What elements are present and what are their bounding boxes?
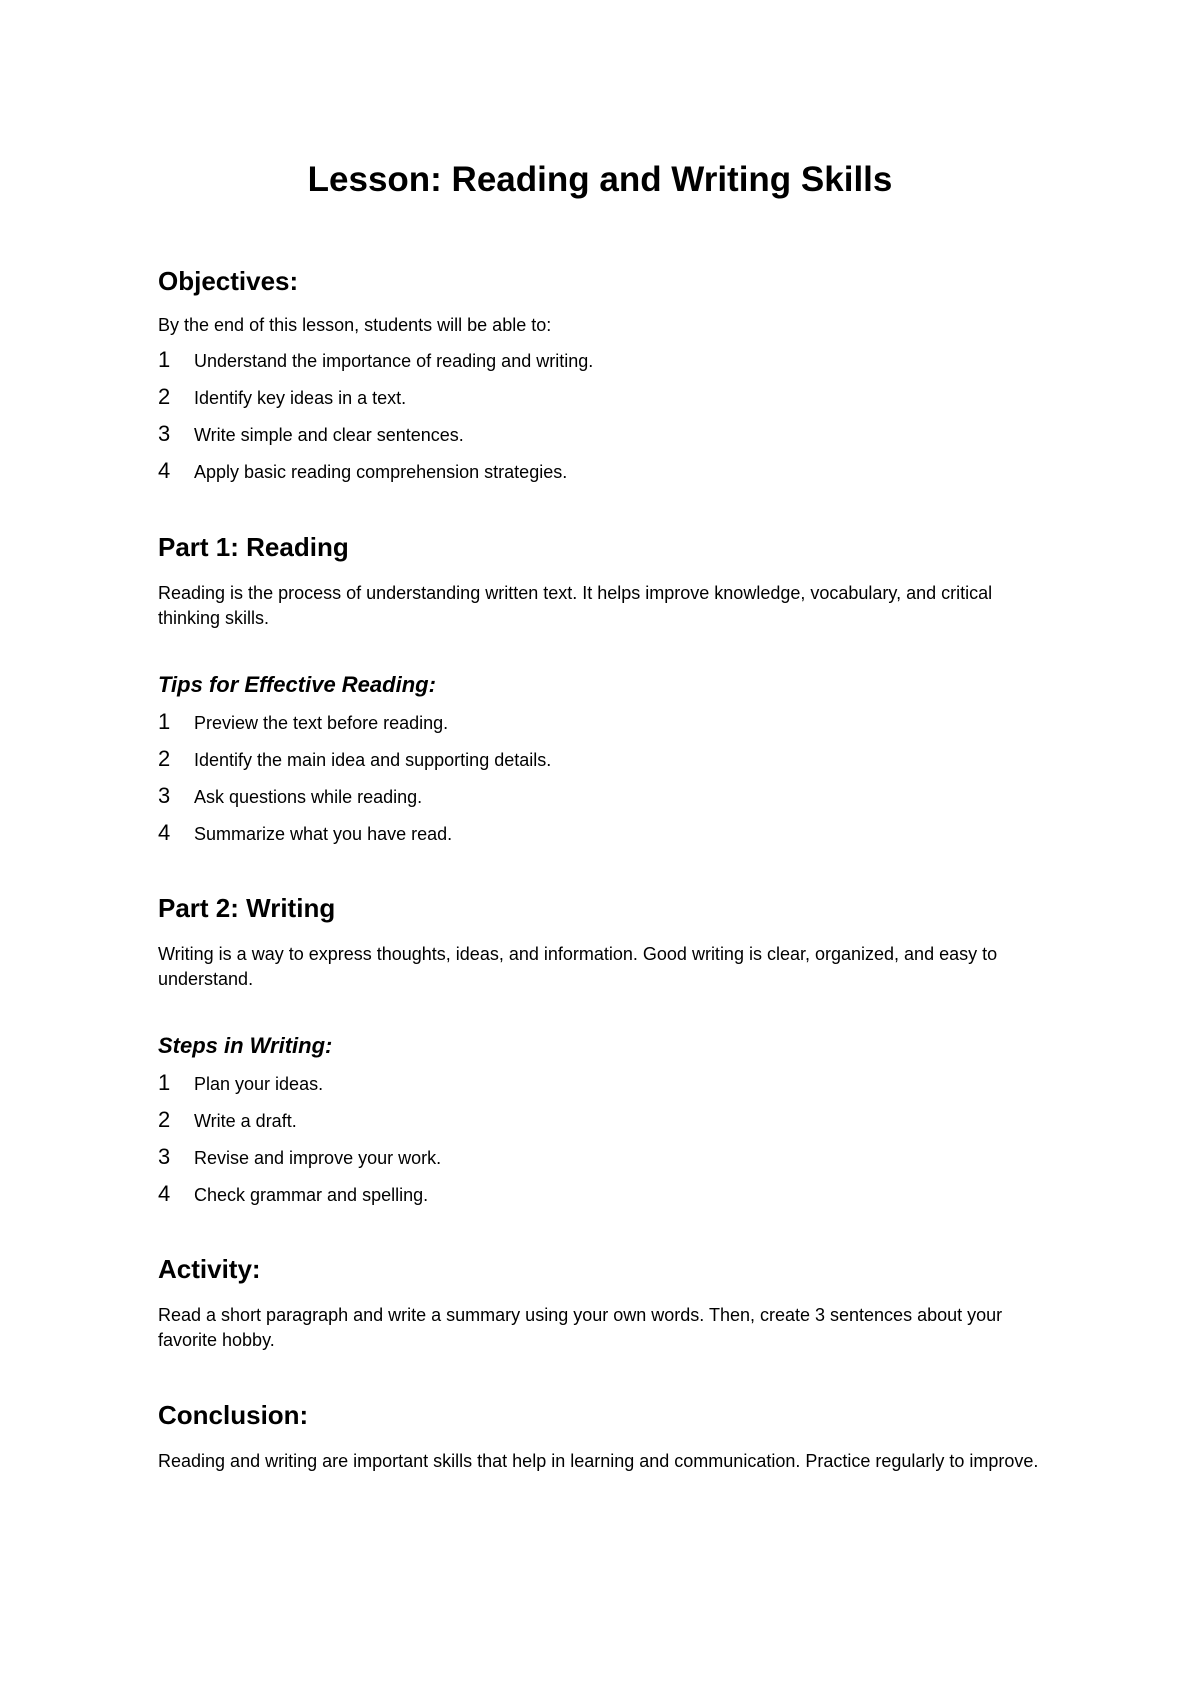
item-text: Write simple and clear sentences.: [194, 425, 464, 445]
item-number: 2: [158, 1107, 171, 1132]
item-text: Check grammar and spelling.: [194, 1185, 429, 1205]
item-number: 1: [158, 709, 171, 734]
writing-steps-list: [158, 1069, 441, 1217]
reading-tips-list: [158, 708, 551, 856]
item-number: 4: [158, 1181, 171, 1206]
list-item: [158, 1069, 441, 1106]
list-item: [158, 383, 593, 420]
item-number: 3: [158, 1144, 171, 1169]
list-item: [158, 819, 551, 856]
objectives-heading: Objectives:: [158, 266, 299, 296]
item-text: Write a draft.: [194, 1111, 297, 1131]
item-text: Preview the text before reading.: [194, 713, 449, 733]
item-text: Summarize what you have read.: [194, 824, 453, 844]
item-text: Understand the importance of reading and writing.: [194, 351, 594, 371]
writing-steps-heading: Steps in Writing:: [158, 1033, 333, 1058]
item-number: 3: [158, 421, 171, 446]
conclusion-paragraph: Reading and writing are important skills that help in learning and communication. Practice regularly to improve.: [158, 1451, 1039, 1471]
part2-paragraph: Writing is a way to express thoughts, ideas, and information. Good writing is clear, organized, and easy to understand.: [158, 944, 998, 989]
list-item: [158, 1180, 441, 1217]
part1-heading: Part 1: Reading: [158, 532, 349, 562]
item-number: 4: [158, 458, 171, 483]
reading-tips-heading: Tips for Effective Reading:: [158, 672, 436, 697]
activity-paragraph: Read a short paragraph and write a summary using your own words. Then, create 3 sentences about your favorite hobby.: [158, 1305, 1003, 1350]
item-text: Identify key ideas in a text.: [194, 388, 407, 408]
list-item: [158, 745, 551, 782]
item-text: Revise and improve your work.: [194, 1148, 442, 1168]
objectives-intro: By the end of this lesson, students will be able to:: [158, 315, 552, 335]
part2-heading: Part 2: Writing: [158, 893, 336, 923]
item-number: 4: [158, 820, 171, 845]
list-item: [158, 782, 551, 819]
list-item: [158, 1143, 441, 1180]
list-item: [158, 420, 593, 457]
item-text: Apply basic reading comprehension strategies.: [194, 462, 568, 482]
list-item: [158, 457, 593, 494]
part1-paragraph: Reading is the process of understanding written text. It helps improve knowledge, vocabulary, and critical thinking skills.: [158, 583, 993, 628]
list-item: [158, 346, 593, 383]
objectives-list: [158, 346, 593, 494]
item-number: 1: [158, 1070, 171, 1095]
item-number: 2: [158, 384, 171, 409]
item-text: Ask questions while reading.: [194, 787, 423, 807]
item-text: Plan your ideas.: [194, 1074, 324, 1094]
item-number: 1: [158, 347, 171, 372]
item-text: Identify the main idea and supporting details.: [194, 750, 552, 770]
activity-heading: Activity:: [158, 1254, 261, 1284]
item-number: 2: [158, 746, 171, 771]
item-number: 3: [158, 783, 171, 808]
page-title: Lesson: Reading and Writing Skills: [307, 160, 893, 199]
list-item: [158, 708, 551, 745]
list-item: [158, 1106, 441, 1143]
conclusion-heading: Conclusion:: [158, 1400, 309, 1430]
